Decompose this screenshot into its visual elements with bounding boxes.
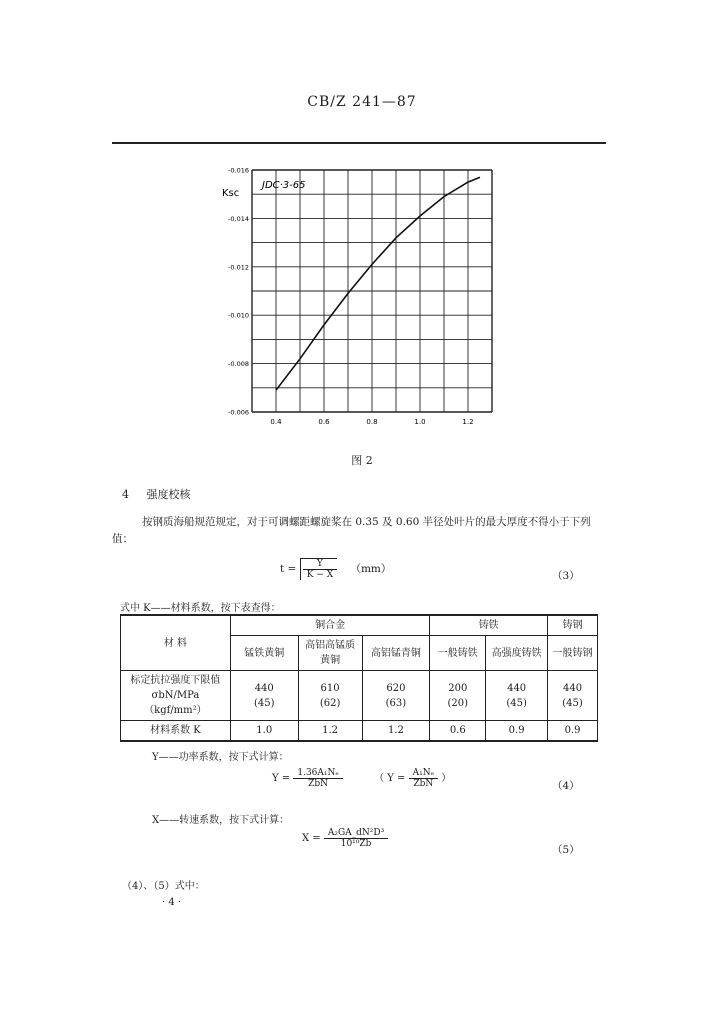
table-cell: 0.6 (430, 721, 486, 742)
eq4-alt-close: ） (441, 773, 452, 784)
eq5-number: （5） (552, 844, 580, 856)
eq3-sqrt (300, 558, 337, 580)
table-cell (362, 671, 430, 721)
cell-value: 620 (386, 682, 406, 694)
cell-value: 610 (320, 682, 340, 694)
table-group-steel: 铸钢 (548, 615, 598, 636)
table-cell: 1.0 (230, 721, 298, 742)
table-header-material: 材 料 (121, 615, 231, 671)
table-cell: 0.9 (548, 721, 598, 742)
eq3-number: （3） (552, 570, 580, 582)
cell-value: 440 (562, 682, 583, 694)
figure-caption: 图 2 (351, 454, 373, 467)
eq5-numerator: A₂GA_dN²D³ (324, 828, 388, 839)
chart-y-tick-label: -0.008 (228, 360, 249, 369)
section-heading (122, 486, 191, 502)
eq4-numerator: 1.36A₁Nₑ (293, 768, 343, 779)
cell-value-alt: (20) (447, 697, 469, 709)
table-subheader: 一般铸钢 (548, 636, 598, 671)
table-subheader: 锰铁黄铜 (230, 636, 298, 671)
eq3-unit: （mm） (350, 563, 392, 575)
chart-x-tick-label: 0.6 (318, 418, 330, 426)
cell-value-alt: (45) (506, 697, 527, 709)
y-definition: Y——功率系数，按下式计算： (152, 752, 289, 763)
table-row-label: 材料系数 K (121, 721, 231, 742)
table-subheader: 一般铸铁 (430, 636, 486, 671)
eq3-fraction (303, 559, 337, 580)
row1-label-a: 标定抗拉强度下限值 (130, 675, 221, 686)
row1-label-b: σbN/MPa（kgf/mm²） (144, 690, 207, 716)
header-rule (112, 142, 606, 144)
eq4-alt-lhs: （ Y = (374, 773, 406, 784)
table-cell (548, 671, 598, 721)
table-cell (430, 671, 486, 721)
cell-value-alt: (45) (253, 697, 275, 709)
table-cell (298, 671, 362, 721)
chart-y-tick-label: -0.006 (228, 408, 249, 417)
section-title: 强度校核 (146, 488, 191, 501)
page-header: CB/Z 241—87 (307, 94, 417, 110)
equation-3 (280, 558, 391, 580)
eq3-numerator: Y (303, 559, 337, 570)
table-group-iron: 铸铁 (430, 615, 548, 636)
cell-value-alt: (63) (385, 697, 407, 709)
table-cell: 1.2 (362, 721, 430, 742)
equation-5 (302, 828, 388, 849)
cell-value-alt: (62) (319, 697, 341, 709)
chart-ylabel: Ksc (222, 188, 240, 199)
chart-y-tick-label: -0.010 (228, 311, 249, 320)
chart-x-tick-label: 0.8 (366, 418, 378, 426)
eq4-fraction (293, 768, 343, 789)
chart-y-tick-label: -0.014 (228, 214, 249, 223)
cell-value-alt: (45) (562, 697, 583, 709)
chart-y-tick-label: -0.012 (228, 263, 249, 272)
chart-y-tick-label: -0.016 (228, 166, 249, 175)
table-row-label (121, 671, 231, 721)
table-cell (230, 671, 298, 721)
eq4-alt-numerator: A₁Nₑ (409, 768, 438, 779)
cell-value: 440 (254, 682, 274, 694)
table-cell: 1.2 (298, 721, 362, 742)
chart-x-tick-label: 1.0 (414, 418, 426, 426)
table-subheader: 高铝锰青铜 (362, 636, 430, 671)
eq5-lhs: X = (302, 833, 321, 844)
eq4-alt-denominator: ZbN (413, 779, 434, 789)
eq5-denominator: 10¹⁰Zb (340, 839, 372, 849)
eq3-denominator: K − X (306, 570, 334, 580)
ksc-chart (210, 160, 510, 430)
paragraph: 按钢质海船规范规定，对于可调螺距螺旋桨在 0.35 及 0.60 半径处叶片的最大厚度不得小于下列值： (112, 516, 591, 545)
table-subheader: 高铝高锰质黄铜 (298, 636, 362, 671)
chart-series-line (276, 177, 480, 390)
chart-title: JDC·3-65 (262, 180, 306, 191)
eq5-fraction (324, 828, 388, 849)
table-cell: 0.9 (486, 721, 548, 742)
chart-x-tick-label: 0.4 (270, 418, 282, 426)
chart-ticks (228, 167, 474, 427)
eq4-lhs: Y = (272, 773, 291, 784)
section-number: 4 (122, 488, 129, 501)
table-intro: 式中 K——材料系数，按下表查得： (120, 603, 281, 614)
x-definition: X——转速系数，按下式计算： (152, 815, 290, 826)
equation-4 (272, 768, 451, 789)
chart-x-tick-label: 1.2 (462, 418, 474, 426)
material-table (120, 614, 598, 742)
cell-value: 440 (507, 682, 527, 694)
where-clause: （4）、（5）式中： (122, 881, 205, 892)
cell-value: 200 (448, 682, 468, 694)
eq3-lhs: t = (280, 563, 297, 575)
table-subheader: 高强度铸铁 (486, 636, 548, 671)
table-group-copper: 铜合金 (230, 615, 430, 636)
eq4-denominator: ZbN (308, 779, 329, 789)
eq4-number: （4） (552, 780, 580, 792)
page-number: · 4 · (162, 897, 182, 908)
eq4-alt-fraction (409, 768, 438, 789)
table-cell (486, 671, 548, 721)
